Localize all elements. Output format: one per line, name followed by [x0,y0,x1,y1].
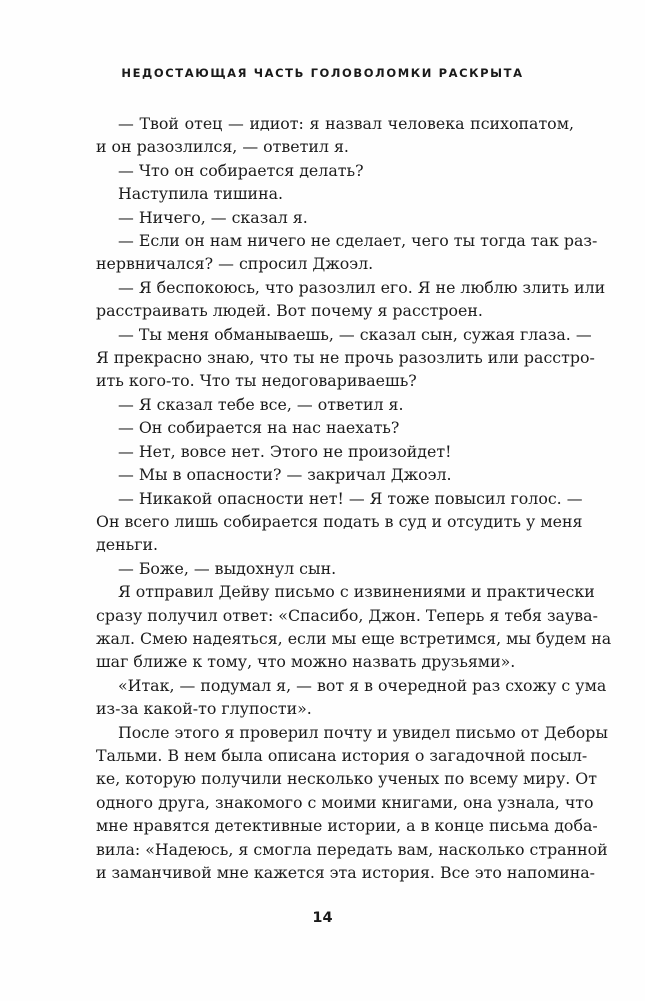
text-line: Тальми. В нем была описана история о загадочной посыл- [96,745,588,765]
paragraph [96,393,574,416]
running-head: НЕДОСТАЮЩАЯ ЧАСТЬ ГОЛОВОЛОМКИ РАСКРЫТА [121,66,524,80]
text-line: «Итак, — подумал я, — вот я в очередной раз схожу с ума [118,675,607,695]
paragraph [96,463,574,486]
paragraph [96,323,595,393]
paragraph [96,112,574,159]
text-line: — Мы в опасности? — закричал Джоэл. [118,465,452,485]
text-line: Я отправил Дейву письмо с извинениями и практически [118,582,595,602]
paragraph [96,487,583,557]
text-line: вила: «Надеюсь, я смогла передать вам, насколько странной [96,839,608,859]
text-line: ить кого-то. Что ты недоговариваешь? [96,371,417,391]
text-line: деньги. [96,535,159,555]
text-line: нервничался? — спросил Джоэл. [96,254,374,274]
paragraph [96,557,574,580]
paragraph [96,440,574,463]
page-number: 14 [312,910,333,926]
text-line: — Я сказал тебе все, — ответил я. [118,394,404,414]
text-line: — Я беспокоюсь, что разозлил его. Я не люблю злить или [118,277,606,297]
text-line: — Он собирается на нас наехать? [118,418,400,438]
text-line: После этого я проверил почту и увидел письмо от Деборы [118,722,608,742]
text-line: — Если он нам ничего не сделает, чего ты тогда так раз- [118,231,598,251]
paragraph [96,674,607,721]
text-line: расстраивать людей. Вот почему я расстроен. [96,301,483,321]
paragraph [96,580,612,674]
paragraph [96,229,598,276]
text-line: из-за какой-то глупости». [96,699,312,719]
text-line: и заманчивой мне кажется эта история. Все это напомина- [96,863,596,882]
text-line: мне нравятся детективные истории, а в конце письма доба- [96,816,598,836]
paragraph [96,182,574,205]
paragraph [96,206,574,229]
paragraph [96,276,606,323]
text-line: Он всего лишь собирается подать в суд и отсудить у меня [96,511,583,531]
text-line: — Ты меня обманываешь, — сказал сын, сужая глаза. — [118,324,592,344]
text-line: Наступила тишина. [118,184,284,204]
text-line: сразу получил ответ: «Спасибо, Джон. Теперь я тебя заува- [96,605,598,625]
text-line: Я прекрасно знаю, что ты не прочь разозлить или расстро- [96,348,595,368]
text-line: и он разозлился, — ответил я. [96,137,349,157]
text-line: — Никакой опасности нет! — Я тоже повысил голос. — [118,488,583,508]
text-line: — Нет, вовсе нет. Этого не произойдет! [118,441,452,461]
paragraph [96,416,574,439]
text-line: — Что он собирается делать? [118,160,364,180]
text-line: ке, которую получили несколько ученых по всему миру. От [96,769,597,789]
body-text [96,112,612,884]
text-line: — Боже, — выдохнул сын. [118,558,337,578]
text-line: жал. Смею надеяться, если мы еще встретимся, мы будем на [96,628,612,648]
text-line: — Ничего, — сказал я. [118,207,308,227]
text-line: шаг ближе к тому, что можно назвать друзьями». [96,652,516,672]
text-line: одного друга, знакомого с моими книгами, она узнала, что [96,792,594,812]
text-line: — Твой отец — идиот: я назвал человека психопатом, [118,114,574,133]
paragraph [96,721,608,885]
paragraph [96,159,574,182]
